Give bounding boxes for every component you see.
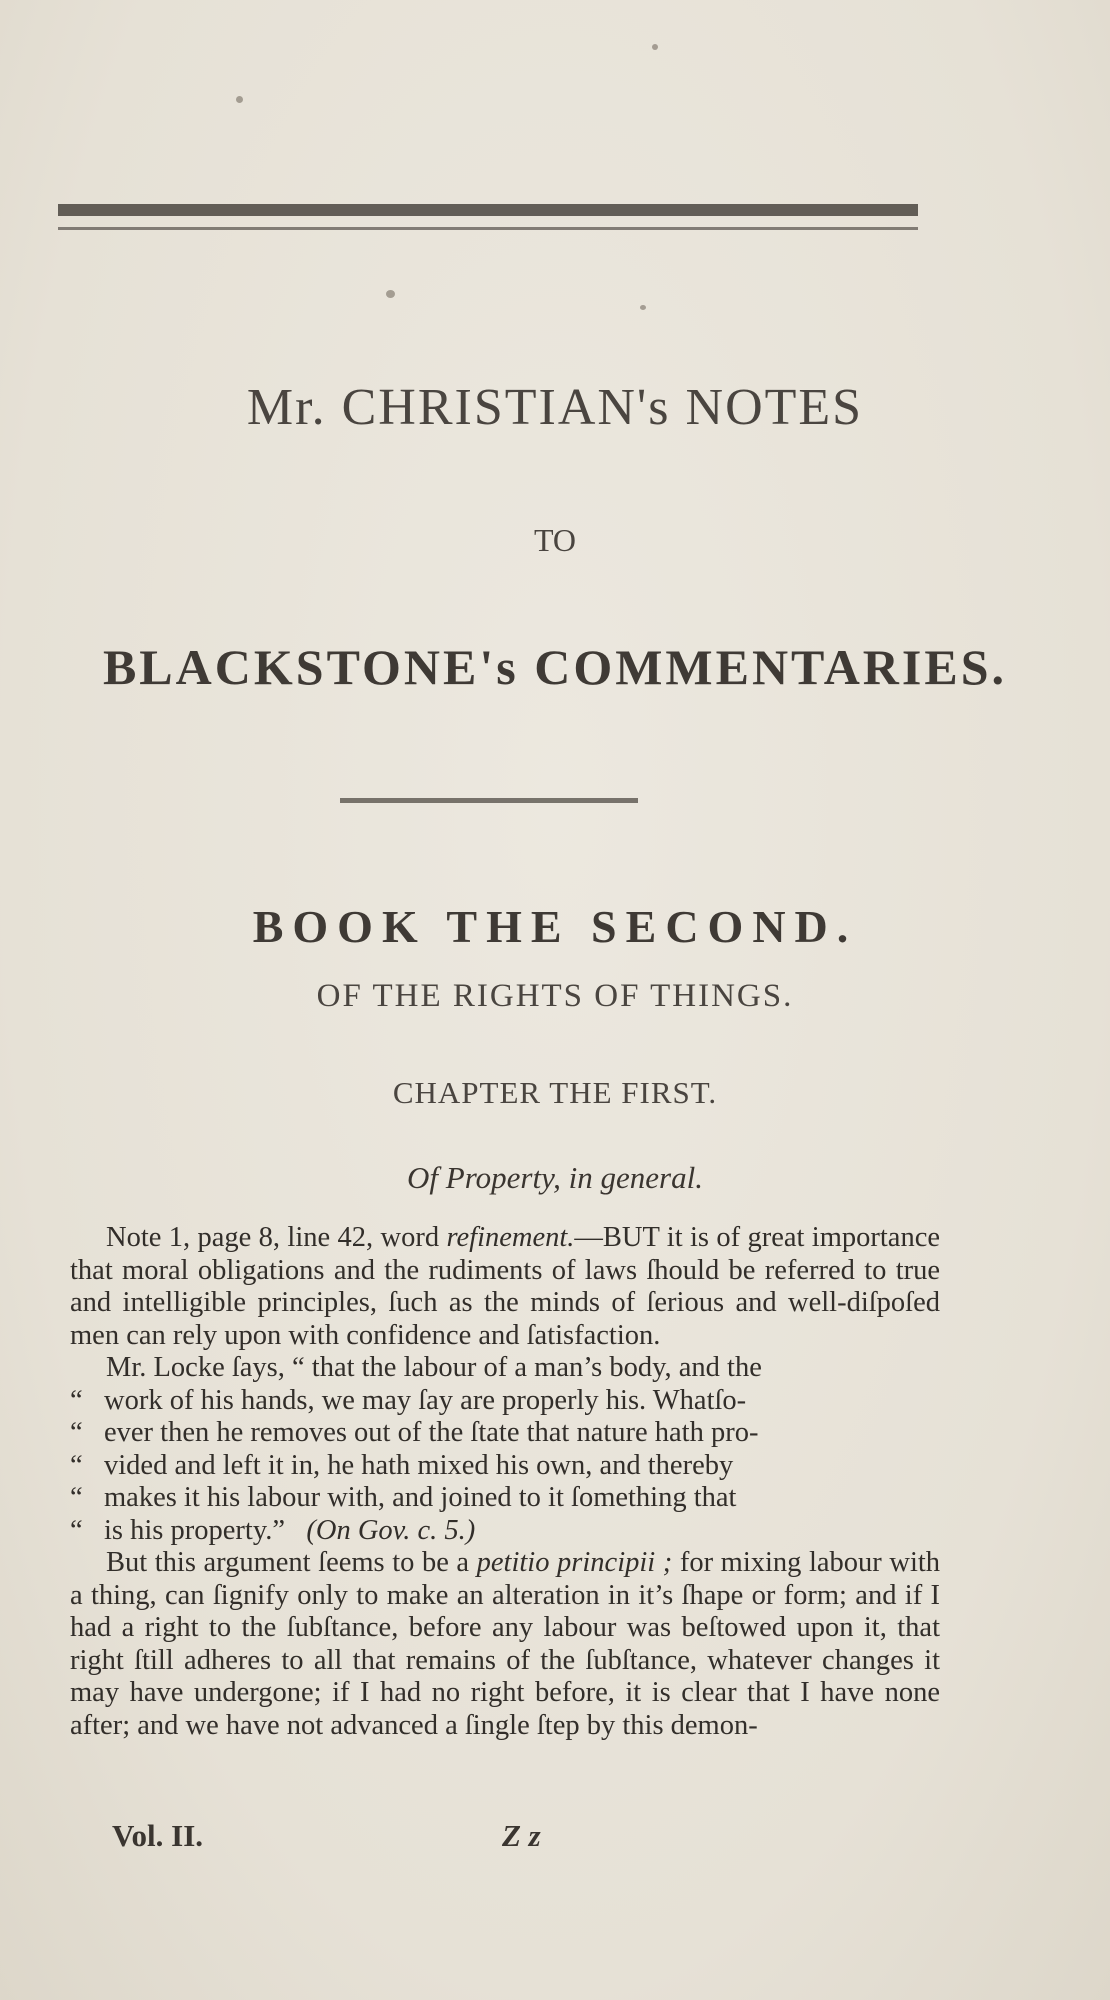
- quote-line: “ makes it his labour with, and joined to it ſomething that: [70, 1482, 737, 1513]
- page-title: Mr. CHRISTIAN's NOTES: [246, 379, 864, 436]
- quote-mark: “: [70, 1514, 83, 1546]
- signature-mark: Z z: [502, 1818, 541, 1853]
- quote-citation: (On Gov. c. 5.): [306, 1514, 476, 1546]
- paper-speck: [236, 96, 243, 103]
- top-double-rule: [58, 200, 918, 234]
- title-connector: TO: [533, 522, 577, 558]
- volume-label: Vol. II.: [112, 1818, 204, 1853]
- quote-line: “ ever then he removes out of the ſtate that nature hath pro-: [70, 1417, 759, 1448]
- note-text: —BUT it is of great importance that moral obligations and the rudiments of laws ſhould be referred to true and intelligible principles, ſuch as the minds of ſerious and well-diſpoſed men can rely upon with confidence and ſatisfaction.: [70, 1222, 940, 1351]
- note-paragraph: [70, 1222, 940, 1352]
- argument-term: petitio principii ;: [476, 1547, 673, 1578]
- argument-text: for mixing labour with a thing, can ſignify only to make an alteration in it’s ſhape or form; and if I had a right to the ſubſtance, before any labour was beſtowed upon it, that right ſtill adheres to all that remains of the ſubſtance, whatever changes it may have undergone; if I had no right before, it is clear that I have none after; and we have not advanced a ſingle ſtep by this demon-: [70, 1547, 941, 1741]
- quote-line: “ vided and left it in, he hath mixed his own, and thereby: [70, 1449, 734, 1481]
- chapter-heading: CHAPTER THE FIRST.: [392, 1075, 718, 1110]
- locke-intro: Mr. Locke ſays, “ that the labour of a man’s body, and the: [106, 1352, 762, 1383]
- quote-mark: “: [70, 1417, 83, 1448]
- paper-speck: [640, 305, 646, 310]
- quote-line: “ work of his hands, we may ſay are properly his. Whatſo-: [70, 1384, 747, 1416]
- book-rights-heading: OF THE RIGHTS OF THINGS.: [316, 978, 794, 1014]
- locke-quote: [70, 1385, 940, 1548]
- book-heading: BOOK THE SECOND.: [252, 901, 858, 952]
- note-prefix: Note 1, page 8, line 42, word: [106, 1222, 440, 1253]
- argument-paragraph: [70, 1547, 940, 1742]
- paper-speck: [652, 44, 658, 50]
- page-subtitle: BLACKSTONE's COMMENTARIES.: [102, 639, 1008, 695]
- quote-line: “ is his property.” (On Gov. c. 5.): [70, 1514, 476, 1546]
- chapter-subject: Of Property, in general.: [407, 1160, 703, 1195]
- quote-mark: “: [70, 1449, 83, 1481]
- quote-mark: “: [70, 1384, 83, 1416]
- note-word: refinement.: [446, 1222, 575, 1253]
- section-divider-rule: [340, 798, 638, 803]
- quote-mark: “: [70, 1482, 83, 1513]
- body-text: [70, 1222, 940, 1742]
- top-rule-thin: [58, 227, 918, 230]
- top-rule-thick: [58, 204, 918, 216]
- paper-speck: [386, 290, 395, 298]
- argument-prefix: But this argument ſeems to be a: [106, 1547, 470, 1578]
